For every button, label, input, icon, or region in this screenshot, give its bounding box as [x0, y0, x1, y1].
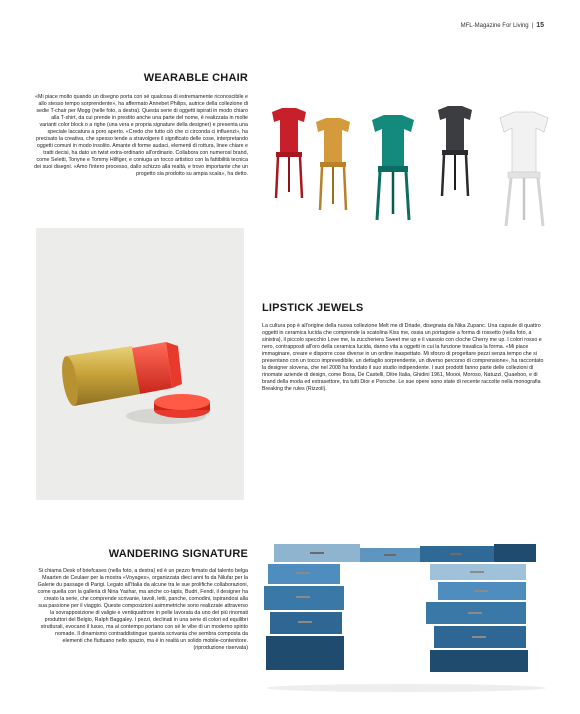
t-chair-teal — [372, 115, 414, 220]
t-chair-white — [500, 112, 548, 226]
header-separator: | — [531, 23, 534, 29]
briefcase-right-5 — [430, 650, 528, 672]
lipstick-photo — [36, 228, 244, 500]
section-title-wearable-chair: WEARABLE CHAIR — [143, 72, 248, 84]
section-title-lipstick-jewels: LIPSTICK JEWELS — [262, 302, 364, 314]
section-body-lipstick-jewels: La cultura pop è all'origine della nuova collezione Melt me di Driade, disegnata da Nika Zupanc. Una capsule di quattro oggetti in ceramica lucida che comprende la scatolina Kiss me, ossia un portagioie a forma di rossetto (nella foto, a sinistra), il piccolo specchio Love me, la zuccheriera Sweet me up e il vassoio con cloche Cherry me up. I colori rosso e nero, contrapposti all'oro della ceramica lucida, danno vita a oggetti in cui la funzione travalica la forma. «Mi piace immaginare, creare e disporre cose diverse in un ordine inaspettato. Mi sforzo di progettare pezzi senza tempo che si presentano con un tocco imprevedibile, un dettaglio sorprendente, un diverso percorso di comprensione», ha raccontato la designer slovena, che nel 2008 ha fondato il suo studio indipendente. I suoi prodotti fanno parte delle collezioni di rinomate aziende di design, come Bosa, De Castelli, Ditre Italia, Ghidini 1961, Moooi, Moroso, Natuzzi, Quaeboo, e di brand della moda ed extrasettore, tra tutti Dior e Porsche. Le sue opere sono state di recente raccolte nella monografia Breaking the rules (Rizzoli). — [262, 323, 544, 392]
section-body-wearable-chair: «Mi piace molto quando un disegno porta con sé qualcosa di estremamente riconoscibile e allo stesso tempo sorprendente», ha affermato Annebet Philips, autrice della collezione di sedie T-chair per Mogg (nelle foto, a destra). Questa serie di oggetti ispirati in modo chiaro alla T-shirt, da cui prende in prestito anche una parte del nome, è realizzata in molte varianti color block o a righe (una vera e propria signature della designer) e presenta una speciale laccatura a poro aperto. «Credo che tutto ciò che ci circonda ci influenzi», ha precisato la creativa, che spesso tende a stravolgere il significato delle cose, interpretando oggetti comuni in modo insolito. Amante di forme audaci, elementi di rottura, linee chiare e tratti decisi, ha dato un twist extra-ordinario all'ordinario. Collabora con numerosi brand, come Seletti, Tonyne e Tommy Hilfiger, e coniuga un tocco artistico con la fattibilità tecnica dei suoi disegni. «Amo l'intero processo, dallo schizzo alla realtà, e trovo importante che un progetto sia prodotto su ampia scala», ha detto. — [34, 94, 248, 177]
section-body-wandering-signature: Si chiama Desk of briefcases (nella foto, a destra) ed è un pezzo firmato dal talento belga Maarten de Ceulaer per la mostra «Voyages», organizzata dieci anni fa da Nilufar per la Galerie du passage di Parigi. Legato all'Italia da alcune tra le sue prolifiche collaborazioni, come quella con la galleria di Nina Yashar, ma anche co-tapis, Budri, Fendi, il designer ha creato la serie, che comprende scrivanie, tavoli, letti, panche, comodini, ispirandosi alla sua passione per il viaggio. Queste composizioni asimmetriche sono realizzate attraverso la sovrapposizione di valigie e ventiquattrore in pelle lavorata da uno dei più rinomati produttori del Belgio, Ralph Baggaley. I pezzi, declinati in una serie di colori ed equilibri strutturali, evocano il lusso, ma al contempo portano con sé le vibe di un moderno spirito nomade. Il dinamismo contraddistingue questa scrivania che sembra composta da elementi che fluttuano nello spazio, ma è in realtà un solido mobile-contenitore. (riproduzione riservata) — [37, 568, 248, 651]
page-header — [461, 22, 544, 29]
desk-of-briefcases-photo — [262, 540, 552, 700]
t-chairs-photo — [262, 100, 562, 230]
magazine-name: MFL-Magazine For Living — [460, 23, 529, 29]
t-chair-dark — [438, 106, 472, 196]
section-title-wandering-signature: WANDERING SIGNATURE — [108, 548, 248, 560]
briefcase-top-4 — [494, 544, 536, 562]
briefcase-left-4 — [266, 636, 344, 670]
t-chair-ochre — [316, 118, 350, 210]
t-chair-red — [272, 108, 306, 198]
lipstick-box-illustration — [36, 228, 244, 500]
page-number: 15 — [536, 22, 544, 29]
